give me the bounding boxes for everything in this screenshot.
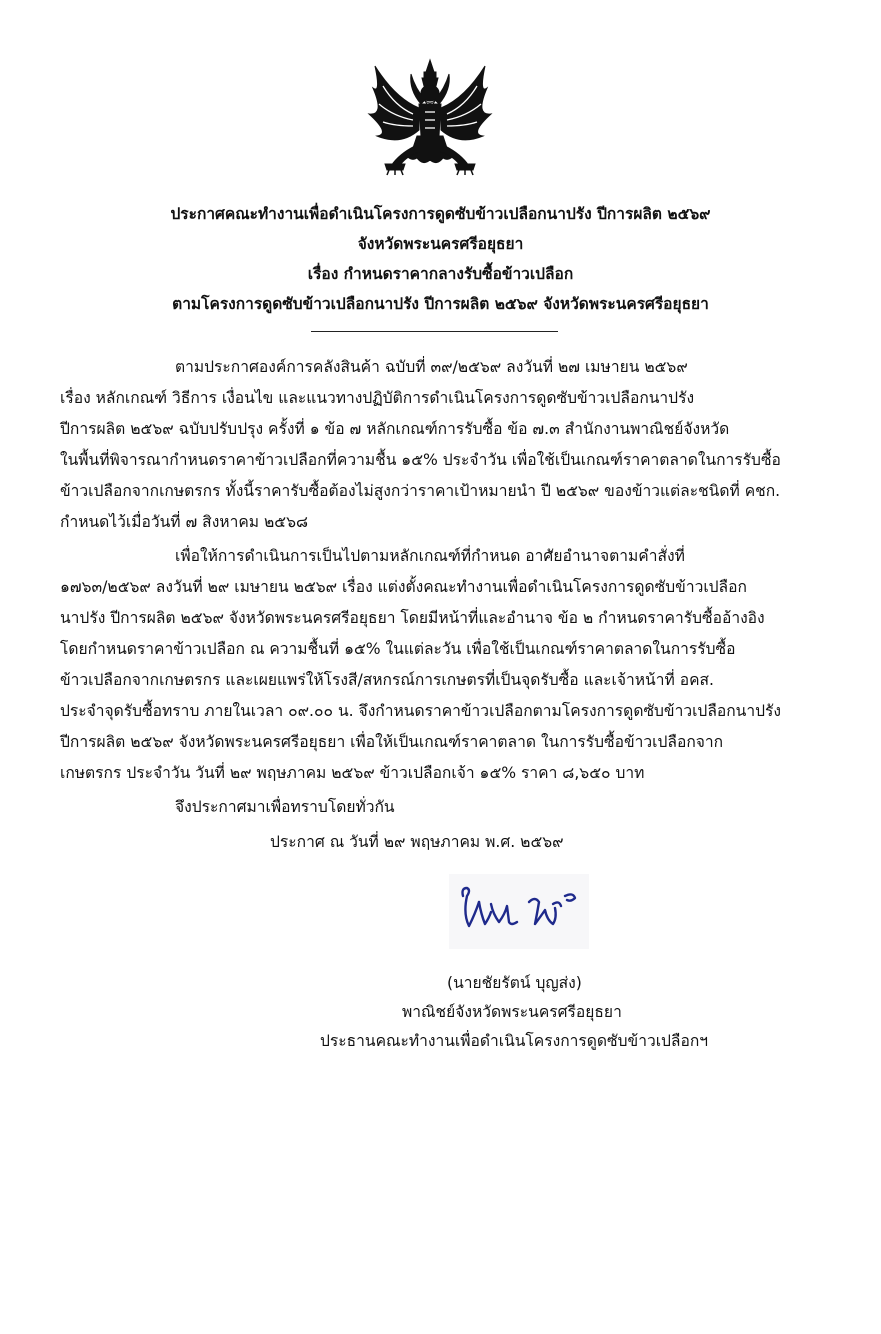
paragraph-line: กำหนดไว้เมื่อวันที่ ๗ สิงหาคม ๒๕๖๘ [60, 513, 309, 531]
heading-line-3: เรื่อง กำหนดราคากลางรับซื้อข้าวเปลือก [307, 265, 574, 283]
paragraph-line: ตามประกาศองค์การคลังสินค้า ฉบับที่ ๓๙/๒๕๖๙ ลงวันที่ ๒๗ เมษายน ๒๕๖๙ [175, 358, 688, 376]
garuda-emblem-icon [365, 58, 495, 176]
paragraph-line: เกษตรกร ประจำวัน วันที่ ๒๙ พฤษภาคม ๒๕๖๙ ข้าวเปลือกเจ้า ๑๕% ราคา ๘,๖๕๐ บาท [60, 764, 645, 782]
paragraph-line: เพื่อให้การดำเนินการเป็นไปตามหลักเกณฑ์ที่กำหนด อาศัยอำนาจตามคำสั่งที่ [175, 547, 685, 565]
signatory-position: พาณิชย์จังหวัดพระนครศรีอยุธยา [402, 1003, 622, 1021]
paragraph-line: ๑๗๖๓/๒๕๖๙ ลงวันที่ ๒๙ เมษายน ๒๕๖๙ เรื่อง แต่งตั้งคณะทำงานเพื่อดำเนินโครงการดูดซับข้าวเปลือก [60, 578, 747, 596]
paragraph-line: ปีการผลิต ๒๕๖๙ ฉบับปรับปรุง ครั้งที่ ๑ ข้อ ๗ หลักเกณฑ์การรับซื้อ ข้อ ๗.๓ สำนักงานพาณิชย์จังหวัด [60, 420, 730, 438]
heading-line-4: ตามโครงการดูดซับข้าวเปลือกนาปรัง ปีการผลิต ๒๕๖๙ จังหวัดพระนครศรีอยุธยา [172, 295, 709, 313]
announcement-closing: จึงประกาศมาเพื่อทราบโดยทั่วกัน [175, 798, 395, 816]
paragraph-line: เรื่อง หลักเกณฑ์ วิธีการ เงื่อนไข และแนวทางปฏิบัติการดำเนินโครงการดูดซับข้าวเปลือกนาปรัง [60, 389, 695, 407]
paragraph-line: ข้าวเปลือกจากเกษตรกร และเผยแพร่ให้โรงสี/สหกรณ์การเกษตรที่เป็นจุดรับซื้อ และเจ้าหน้าที่ อคส. [60, 671, 714, 689]
heading-line-2: จังหวัดพระนครศรีอยุธยา [357, 235, 524, 253]
announcement-date: ประกาศ ณ วันที่ ๒๙ พฤษภาคม พ.ศ. ๒๕๖๙ [270, 833, 564, 851]
signatory-committee-role: ประธานคณะทำงานเพื่อดำเนินโครงการดูดซับข้าวเปลือกฯ [320, 1032, 709, 1050]
paragraph-line: โดยกำหนดราคาข้าวเปลือก ณ ความชื้นที่ ๑๕% ในแต่ละวัน เพื่อใช้เป็นเกณฑ์ราคาตลาดในการรับซื้อ [60, 640, 736, 658]
signatory-name: (นายชัยรัตน์ บุญส่ง) [447, 974, 582, 992]
heading-line-1: ประกาศคณะทำงานเพื่อดำเนินโครงการดูดซับข้าวเปลือกนาปรัง ปีการผลิต ๒๕๖๙ [170, 205, 711, 223]
paragraph-line: ข้าวเปลือกจากเกษตรกร ทั้งนี้ราคารับซื้อต้องไม่สูงกว่าราคาเป้าหมายนำ ปี ๒๕๖๙ ของข้าวแต่ละชนิดที่ คชก. [60, 482, 781, 500]
paragraph-line: ปีการผลิต ๒๕๖๙ จังหวัดพระนครศรีอยุธยา เพื่อให้เป็นเกณฑ์ราคาตลาด ในการรับซื้อข้าวเปลือกจาก [60, 733, 724, 751]
paragraph-line: ประจำจุดรับซื้อทราบ ภายในเวลา ๐๙.๐๐ น. จึงกำหนดราคาข้าวเปลือกตามโครงการดูดซับข้าวเปลือกนาปรัง [60, 702, 781, 720]
heading-divider [311, 331, 558, 332]
handwritten-signature [449, 874, 589, 949]
paragraph-line: นาปรัง ปีการผลิต ๒๕๖๙ จังหวัดพระนครศรีอยุธยา โดยมีหน้าที่และอำนาจ ข้อ ๒ กำหนดราคารับซื้ออ้างอิง [60, 609, 765, 627]
paragraph-line: ในพื้นที่พิจารณากำหนดราคาข้าวเปลือกที่ความชื้น ๑๕% ประจำวัน เพื่อใช้เป็นเกณฑ์ราคาตลาดในการรับซื้อ [60, 451, 781, 469]
